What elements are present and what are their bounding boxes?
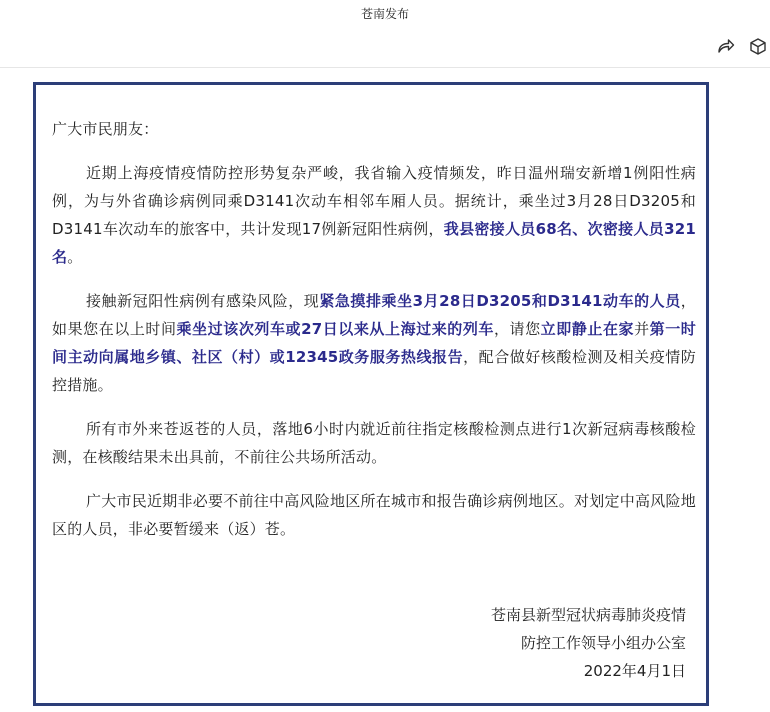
signature-org-line2: 防控工作领导小组办公室 (520, 634, 686, 652)
signature-date: 2022年4月1日 (583, 662, 686, 680)
paragraph-screening (52, 287, 696, 399)
highlight-trains: 紧急摸排乘坐3月28日D3205和D3141动车的人员 (319, 292, 681, 310)
share-button[interactable] (714, 34, 738, 58)
paragraph-text: 并 (634, 320, 650, 338)
paragraph-testing: 所有市外来苍返苍的人员，落地6小时内就近前往指定核酸检测点进行1次新冠病毒核酸检测，在核酸结果未出具前，不前往公共场所活动。 (52, 420, 696, 466)
paragraph-situation (52, 159, 696, 271)
greeting: 广大市民朋友： (52, 120, 159, 138)
signature-org-line1: 苍南县新型冠状病毒肺炎疫情 (490, 606, 686, 624)
paragraph-text: 接触新冠阳性病例有感染风险，现 (86, 292, 320, 310)
signature (491, 601, 686, 685)
highlight-stay-home: 立即静止在家 (540, 320, 635, 338)
cube-icon (750, 38, 766, 55)
paragraph-text: ，配合做好核酸检测及相关疫情防控措施。 (52, 348, 696, 394)
notice-body (52, 115, 696, 559)
highlight-contacts: 我县密接人员68名、次密接人员321名 (52, 220, 696, 266)
paragraph-text: ，如果您在以上时间 (52, 292, 696, 338)
paragraph-text: 。 (67, 248, 83, 266)
notice-card (33, 82, 709, 706)
cube-button[interactable] (746, 34, 770, 58)
paragraph-text: ，请您 (493, 320, 541, 338)
title-bar (0, 0, 770, 68)
highlight-report: 第一时间主动向属地乡镇、社区（村）或12345政务服务热线报告 (52, 320, 696, 366)
share-arrow-icon (717, 38, 735, 54)
paragraph-travel: 广大市民近期非必要不前往中高风险地区所在城市和报告确诊病例地区。对划定中高风险地区的人员，非必要暂缓来（返）苍。 (52, 492, 696, 538)
window-title: 苍南发布 (360, 7, 409, 21)
highlight-ride: 乘坐过该次列车或27日以来从上海过来的列车 (176, 320, 494, 338)
paragraph-text: 近期上海疫情疫情防控形势复杂严峻，我省输入疫情频发，昨日温州瑞安新增1例阳性病例，为与外省确诊病例同乘D3141次动车相邻车厢人员。据统计，乘坐过3月28日D3205和D3141车次动车的旅客中，共计发现17例新冠阳性病例， (52, 164, 696, 238)
